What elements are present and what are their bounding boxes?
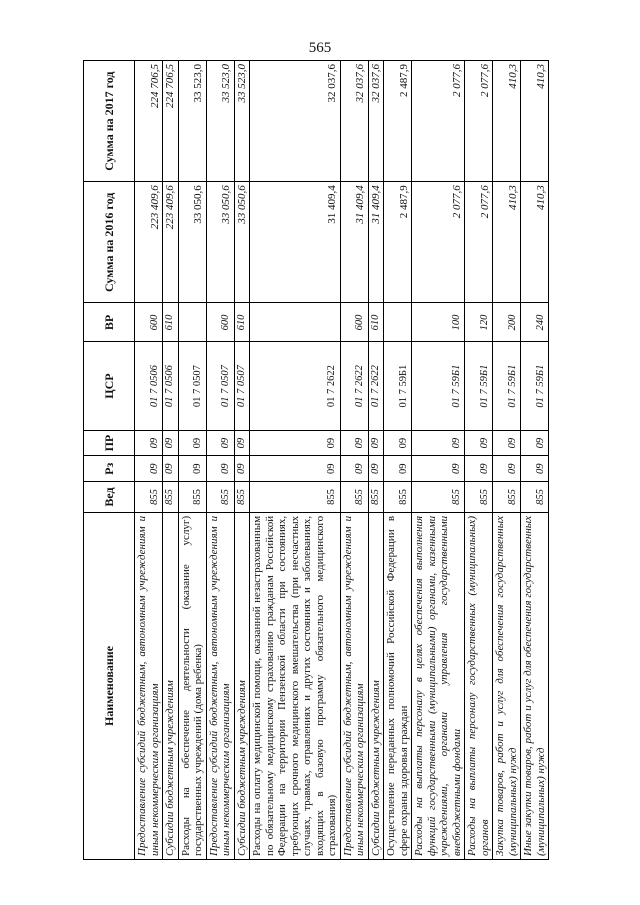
- table-row: [163, 61, 179, 860]
- row-pr-cell: 09: [368, 430, 384, 456]
- header-ved: Вед: [84, 482, 135, 513]
- table-row: [521, 61, 549, 860]
- header-pr: ПР: [84, 430, 135, 456]
- header-rz: Рз: [84, 456, 135, 482]
- table-row: [412, 61, 465, 860]
- row-sum-2016-cell: 2 077,6: [412, 182, 465, 303]
- table-row: [206, 61, 234, 860]
- row-rz-cell: 09: [521, 456, 549, 482]
- row-csr-cell: 01 7 0507: [234, 342, 250, 430]
- row-ved-cell: 855: [493, 482, 521, 513]
- row-vr-cell: [250, 303, 341, 342]
- row-sum-2016-cell: 2 487,9: [384, 182, 412, 303]
- row-sum-2017-cell: 2 077,6: [412, 61, 465, 182]
- row-ved-cell: 855: [234, 482, 250, 513]
- row-sum-2016-cell: 31 409,4: [368, 182, 384, 303]
- row-vr-cell: 120: [465, 303, 493, 342]
- row-vr-cell: [178, 303, 206, 342]
- row-name-cell: Осуществление переданных полномочий Российской Федерации в сфере охраны здоровья граждан: [384, 512, 412, 859]
- row-csr-cell: 01 7 59Б1: [521, 342, 549, 430]
- row-sum-2017-cell: 32 037,6: [368, 61, 384, 182]
- row-sum-2016-cell: 31 409,4: [250, 182, 341, 303]
- row-sum-2016-cell: 33 050,6: [234, 182, 250, 303]
- row-rz-cell: 09: [135, 456, 163, 482]
- row-csr-cell: 01 7 0507: [206, 342, 234, 430]
- row-vr-cell: 200: [493, 303, 521, 342]
- row-rz-cell: 09: [384, 456, 412, 482]
- page-number: 565: [308, 40, 332, 56]
- budget-table: [83, 60, 549, 860]
- row-vr-cell: 600: [135, 303, 163, 342]
- row-pr-cell: 09: [234, 430, 250, 456]
- row-sum-2017-cell: 33 523,0: [206, 61, 234, 182]
- row-ved-cell: 855: [178, 482, 206, 513]
- row-vr-cell: 240: [521, 303, 549, 342]
- row-pr-cell: 09: [465, 430, 493, 456]
- row-rz-cell: 09: [178, 456, 206, 482]
- row-name-cell: Субсидии бюджетным учреждениям: [368, 512, 384, 859]
- row-csr-cell: 01 7 59Б1: [384, 342, 412, 430]
- table-row: [250, 61, 341, 860]
- header-vr: ВР: [84, 303, 135, 342]
- row-vr-cell: 610: [234, 303, 250, 342]
- row-ved-cell: 855: [250, 482, 341, 513]
- row-pr-cell: 09: [206, 430, 234, 456]
- row-name-cell: Субсидии бюджетным учреждениям: [163, 512, 179, 859]
- row-sum-2016-cell: 223 409,6: [163, 182, 179, 303]
- row-csr-cell: 01 7 59Б1: [412, 342, 465, 430]
- header-sum-2017: Сумма на 2017 год: [84, 61, 135, 182]
- row-pr-cell: 09: [163, 430, 179, 456]
- row-name-cell: Расходы на выплаты персоналу в целях обеспечения выполнения функций государственными (муниципальными) органами, казенными учреждениями, органами управления государственными внебюджетными фондами: [412, 512, 465, 859]
- table-row: [234, 61, 250, 860]
- row-ved-cell: 855: [206, 482, 234, 513]
- row-sum-2016-cell: 33 050,6: [206, 182, 234, 303]
- row-rz-cell: 09: [163, 456, 179, 482]
- row-sum-2016-cell: 31 409,4: [340, 182, 368, 303]
- row-rz-cell: 09: [412, 456, 465, 482]
- row-vr-cell: 100: [412, 303, 465, 342]
- header-csr: ЦСР: [84, 342, 135, 430]
- row-rz-cell: 09: [250, 456, 341, 482]
- row-name-cell: Расходы на выплаты персоналу государственных (муниципальных) органов: [465, 512, 493, 859]
- row-rz-cell: 09: [340, 456, 368, 482]
- row-pr-cell: 09: [178, 430, 206, 456]
- row-csr-cell: 01 7 2622: [368, 342, 384, 430]
- row-pr-cell: 09: [521, 430, 549, 456]
- row-csr-cell: 01 7 59Б1: [465, 342, 493, 430]
- row-sum-2017-cell: 410,3: [493, 61, 521, 182]
- row-name-cell: Предоставление субсидий бюджетным, автономным учреждениям и иным некоммерческим организациям: [340, 512, 368, 859]
- row-vr-cell: 600: [206, 303, 234, 342]
- row-pr-cell: 09: [493, 430, 521, 456]
- table-row: [135, 61, 163, 860]
- row-csr-cell: 01 7 2622: [250, 342, 341, 430]
- row-sum-2017-cell: 2 487,9: [384, 61, 412, 182]
- row-sum-2017-cell: 33 523,0: [234, 61, 250, 182]
- row-csr-cell: 01 7 59Б1: [493, 342, 521, 430]
- row-pr-cell: 09: [340, 430, 368, 456]
- row-sum-2017-cell: 2 077,6: [465, 61, 493, 182]
- row-name-cell: Закупка товаров, работ и услуг для обеспечения государственных (муниципальных) нужд: [493, 512, 521, 859]
- row-csr-cell: 01 7 2622: [340, 342, 368, 430]
- table-row: [368, 61, 384, 860]
- row-pr-cell: 09: [384, 430, 412, 456]
- header-name: Наименование: [84, 512, 135, 859]
- row-ved-cell: 855: [163, 482, 179, 513]
- row-vr-cell: 600: [340, 303, 368, 342]
- row-csr-cell: 01 7 0507: [178, 342, 206, 430]
- row-sum-2017-cell: 410,3: [521, 61, 549, 182]
- row-sum-2017-cell: 32 037,6: [340, 61, 368, 182]
- row-sum-2017-cell: 33 523,0: [178, 61, 206, 182]
- row-ved-cell: 855: [135, 482, 163, 513]
- row-name-cell: Расходы на обеспечение деятельности (оказание услуг) государственных учреждений (дома ребенка): [178, 512, 206, 859]
- row-sum-2017-cell: 224 706,5: [135, 61, 163, 182]
- rotated-table-container: [83, 60, 563, 860]
- row-sum-2016-cell: 410,3: [493, 182, 521, 303]
- row-vr-cell: [384, 303, 412, 342]
- row-ved-cell: 855: [384, 482, 412, 513]
- row-sum-2016-cell: 410,3: [521, 182, 549, 303]
- row-rz-cell: 09: [493, 456, 521, 482]
- row-name-cell: Предоставление субсидий бюджетным, автономным учреждениям и иным некоммерческим организациям: [206, 512, 234, 859]
- row-ved-cell: 855: [521, 482, 549, 513]
- row-ved-cell: 855: [412, 482, 465, 513]
- row-vr-cell: 610: [368, 303, 384, 342]
- table-header-row: [84, 61, 135, 860]
- row-name-cell: Расходы на оплату медицинской помощи, оказанной незастрахованным по обязательному медицинскому страхованию гражданам Российской Федерации на территории Пензенской области при состояниях, требующих срочного медицинского вмешательства (при несчастных случаях, травмах, отравлениях и других состояниях и заболеваниях, входящих в базовую программу обязательного медицинского страхования): [250, 512, 341, 859]
- row-pr-cell: 09: [135, 430, 163, 456]
- row-name-cell: Субсидии бюджетным учреждениям: [234, 512, 250, 859]
- row-sum-2016-cell: 2 077,6: [465, 182, 493, 303]
- row-rz-cell: 09: [368, 456, 384, 482]
- row-rz-cell: 09: [465, 456, 493, 482]
- row-rz-cell: 09: [234, 456, 250, 482]
- table-row: [384, 61, 412, 860]
- row-vr-cell: 610: [163, 303, 179, 342]
- table-row: [340, 61, 368, 860]
- table-row: [178, 61, 206, 860]
- row-csr-cell: 01 7 0506: [163, 342, 179, 430]
- row-pr-cell: 09: [250, 430, 341, 456]
- row-name-cell: Иные закупки товаров, работ и услуг для обеспечения государственных (муниципальных) нужд: [521, 512, 549, 859]
- table-body: [135, 61, 549, 860]
- row-name-cell: Предоставление субсидий бюджетным, автономным учреждениям и иным некоммерческим организациям: [135, 512, 163, 859]
- row-sum-2017-cell: 32 037,6: [250, 61, 341, 182]
- table-row: [465, 61, 493, 860]
- row-ved-cell: 855: [465, 482, 493, 513]
- row-rz-cell: 09: [206, 456, 234, 482]
- row-ved-cell: 855: [340, 482, 368, 513]
- row-sum-2016-cell: 33 050,6: [178, 182, 206, 303]
- table-row: [493, 61, 521, 860]
- row-sum-2016-cell: 223 409,6: [135, 182, 163, 303]
- row-pr-cell: 09: [412, 430, 465, 456]
- header-sum-2016: Сумма на 2016 год: [84, 182, 135, 303]
- row-ved-cell: 855: [368, 482, 384, 513]
- row-sum-2017-cell: 224 706,5: [163, 61, 179, 182]
- row-csr-cell: 01 7 0506: [135, 342, 163, 430]
